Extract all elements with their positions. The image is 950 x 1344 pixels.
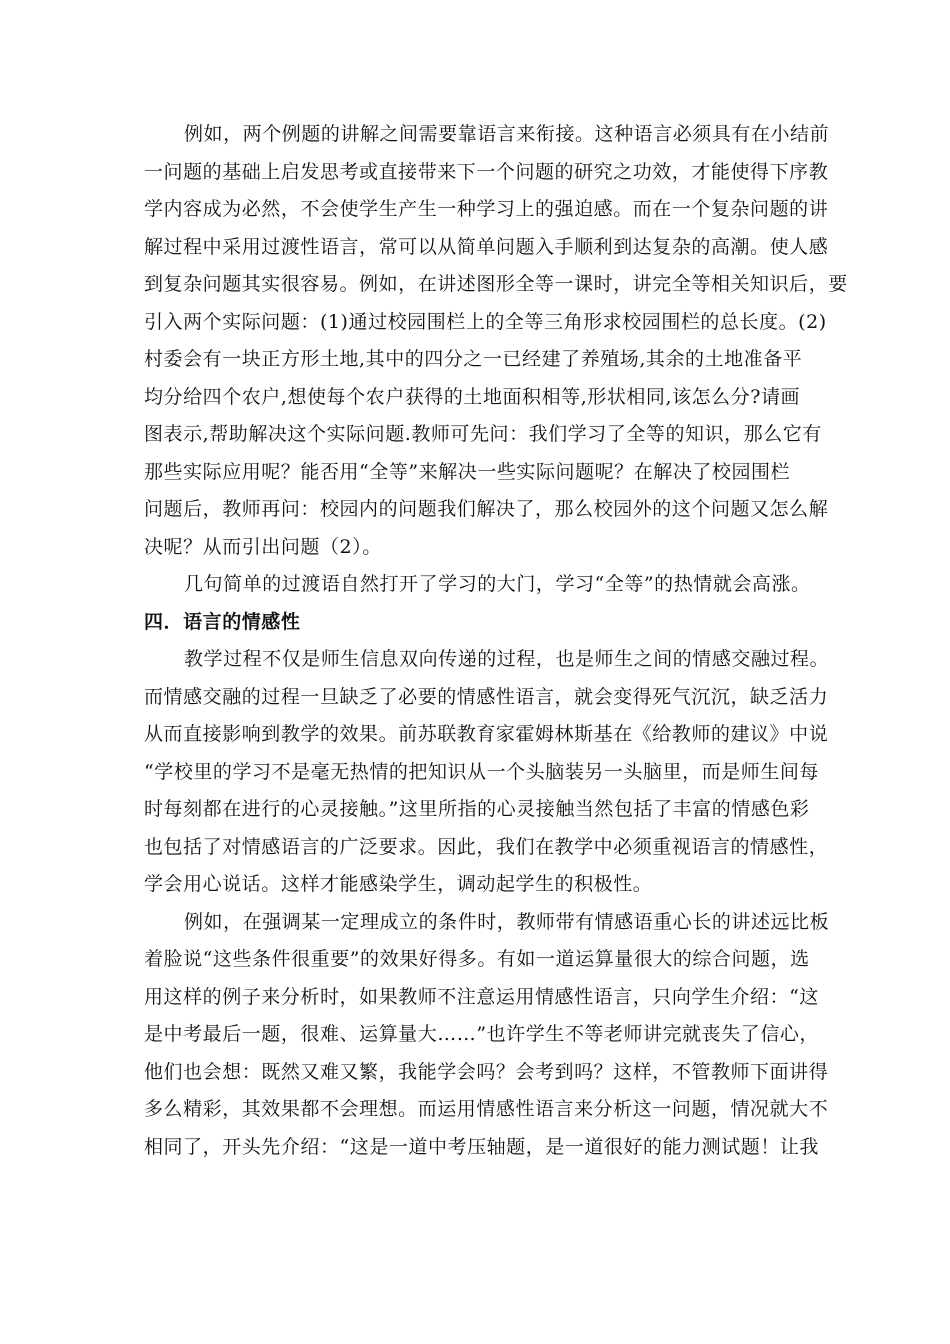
text-line: 决呢？从而引出问题（2）。 [144,535,382,558]
text-line: 均分给四个农户,想使每个农户获得的土地面积相等,形状相同,该怎么分?请画 [144,385,801,408]
text-line: 学内容成为必然，不会使学生产生一种学习上的强迫感。而在一个复杂问题的讲 [144,198,829,220]
text-line: 解过程中采用过渡性语言，常可以从简单问题入手顺利到达复杂的高潮。使人感 [144,235,829,258]
text-line: 是中考最后一题，很难、运算量大……”也许学生不等老师讲完就丧失了信心， [144,1023,819,1045]
paragraph-emotion-example [144,904,830,1167]
text-line: 也包括了对情感语言的广泛要求。因此，我们在教学中必须重视语言的情感性， [144,835,829,858]
paragraph-transition-example [144,116,848,566]
text-line: 村委会有一块正方形土地,其中的四分之一已经建了养殖场,其余的土地准备平 [144,348,803,370]
text-line: 引入两个实际问题：(1)通过校园围栏上的全等三角形求校园围栏的总长度。(2) [144,310,827,333]
text-line: “学校里的学习不是毫无热情的把知识从一个头脑装另一头脑里，而是师生间每 [144,760,819,783]
text-line: 图表示,帮助解决这个实际问题.教师可先问：我们学习了全等的知识，那么它有 [144,423,822,445]
text-line: 问题后，教师再问：校园内的问题我们解决了，那么校园外的这个问题又怎么解 [144,498,829,520]
text-line: 相同了，开头先介绍：“这是一道中考压轴题，是一道很好的能力测试题！让我 [144,1135,819,1158]
body-text [144,116,848,1166]
paragraph-transition-summary [144,566,810,604]
text-line: 他们也会想：既然又难又繁，我能学会吗？会考到吗？这样，不管教师下面讲得 [144,1060,829,1083]
text-line: 时每刻都在进行的心灵接触。”这里所指的心灵接触当然包括了丰富的情感色彩 [144,798,810,820]
text-line: 多么精彩，其效果都不会理想。而运用情感性语言来分析这一问题，情况就大不 [144,1098,829,1120]
text-line: 用这样的例子来分析时，如果教师不注意运用情感性语言，只向学生介绍：“这 [144,985,819,1008]
section-heading: 四．语言的情感性 [144,610,301,633]
text-line: 而情感交融的过程一旦缺乏了必要的情感性语言，就会变得死气沉沉，缺乏活力 [144,685,829,708]
paragraph-emotion-intro [144,641,830,904]
text-line: 一问题的基础上启发思考或直接带来下一个问题的研究之功效，才能使得下序教 [144,160,829,183]
text-line: 例如，在强调某一定理成立的条件时，教师带有情感语重心长的讲述远比板 [184,910,830,933]
text-line: 到复杂问题其实很容易。例如，在讲述图形全等一课时，讲完全等相关知识后，要 [144,273,848,295]
text-line: 从而直接影响到教学的效果。前苏联教育家霍姆林斯基在《给教师的建议》中说 [144,723,829,745]
text-line: 例如，两个例题的讲解之间需要靠语言来衔接。这种语言必须具有在小结前 [184,123,830,145]
text-line: 几句简单的过渡语自然打开了学习的大门，学习“全等”的热情就会高涨。 [184,573,811,595]
text-line: 学会用心说话。这样才能感染学生，调动起学生的积极性。 [144,873,653,895]
text-line: 着脸说“这些条件很重要”的效果好得多。有如一道运算量很大的综合问题，选 [144,948,810,970]
text-line: 那些实际应用呢？能否用“全等”来解决一些实际问题呢？在解决了校园围栏 [144,460,791,483]
text-line: 教学过程不仅是师生信息双向传递的过程，也是师生之间的情感交融过程。 [184,648,830,670]
